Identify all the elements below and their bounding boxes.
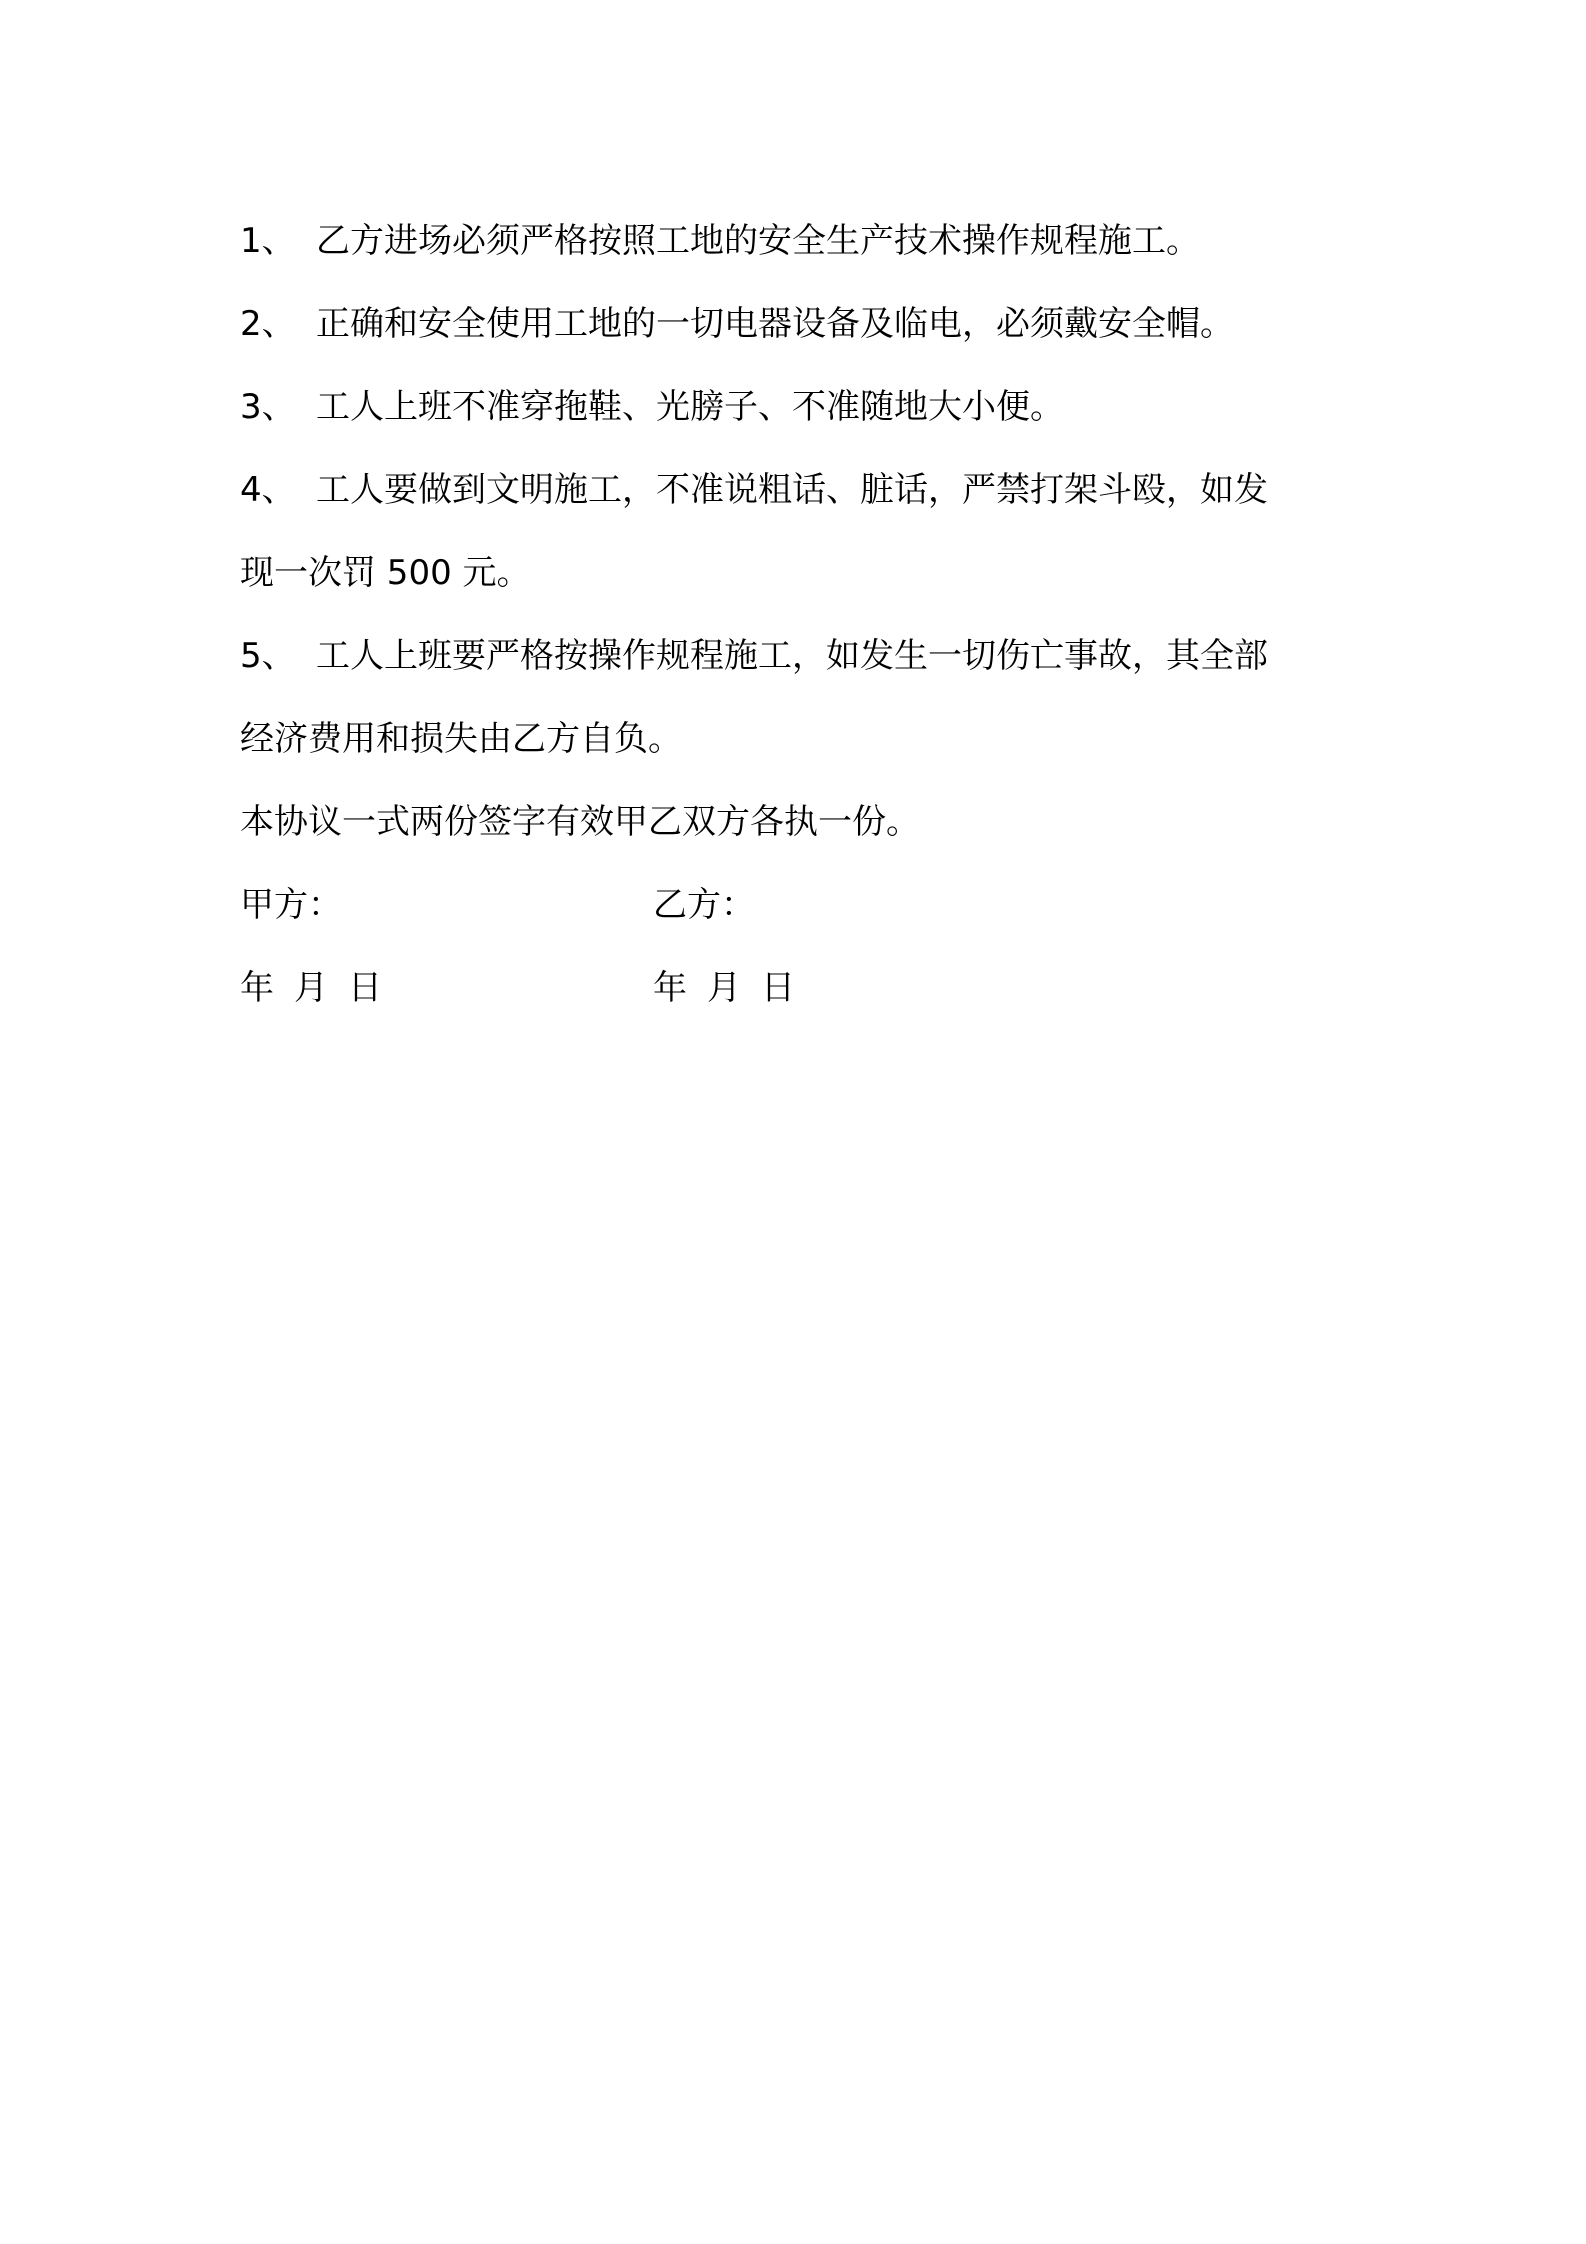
- clause-text: 工人上班要严格按操作规程施工，如发生一切伤亡事故，其全部: [316, 636, 1268, 676]
- signature-row: [240, 864, 1360, 947]
- party-a-label: 甲方：: [240, 885, 342, 925]
- clause-text: 工人要做到文明施工，不准说粗话、脏话，严禁打架斗殴，如发: [316, 470, 1268, 510]
- clause-3: [240, 366, 1360, 449]
- clause-number: 1、: [240, 221, 296, 261]
- year-label: 年: [653, 968, 687, 1008]
- clause-1: [240, 200, 1360, 283]
- clause-number: 4、: [240, 470, 296, 510]
- clause-4-continuation: [240, 532, 1360, 615]
- clause-4: [240, 449, 1360, 532]
- clause-number: 5、: [240, 636, 296, 676]
- clause-text: 正确和安全使用工地的一切电器设备及临电，必须戴安全帽。: [316, 304, 1234, 344]
- agreement-body: [240, 200, 1360, 1030]
- month-label: 月: [294, 968, 328, 1008]
- party-b-label: 乙方：: [653, 885, 755, 925]
- clause-number: 2、: [240, 304, 296, 344]
- closing-statement: 本协议一式两份签字有效甲乙双方各执一份。: [240, 802, 920, 842]
- clause-2: [240, 283, 1360, 366]
- clause-5-continuation: [240, 698, 1360, 781]
- date-row: [240, 947, 1360, 1030]
- day-label: 日: [348, 968, 382, 1008]
- clause-5: [240, 615, 1360, 698]
- party-a-date: [240, 947, 382, 1030]
- party-b-date: [653, 947, 795, 1030]
- clause-text-continuation: 现一次罚 500 元。: [240, 553, 531, 593]
- clause-text-continuation: 经济费用和损失由乙方自负。: [240, 719, 682, 759]
- clause-number: 3、: [240, 387, 296, 427]
- month-label: 月: [707, 968, 741, 1008]
- clause-text: 工人上班不准穿拖鞋、光膀子、不准随地大小便。: [316, 387, 1064, 427]
- day-label: 日: [761, 968, 795, 1008]
- clause-text: 乙方进场必须严格按照工地的安全生产技术操作规程施工。: [316, 221, 1200, 261]
- year-label: 年: [240, 968, 274, 1008]
